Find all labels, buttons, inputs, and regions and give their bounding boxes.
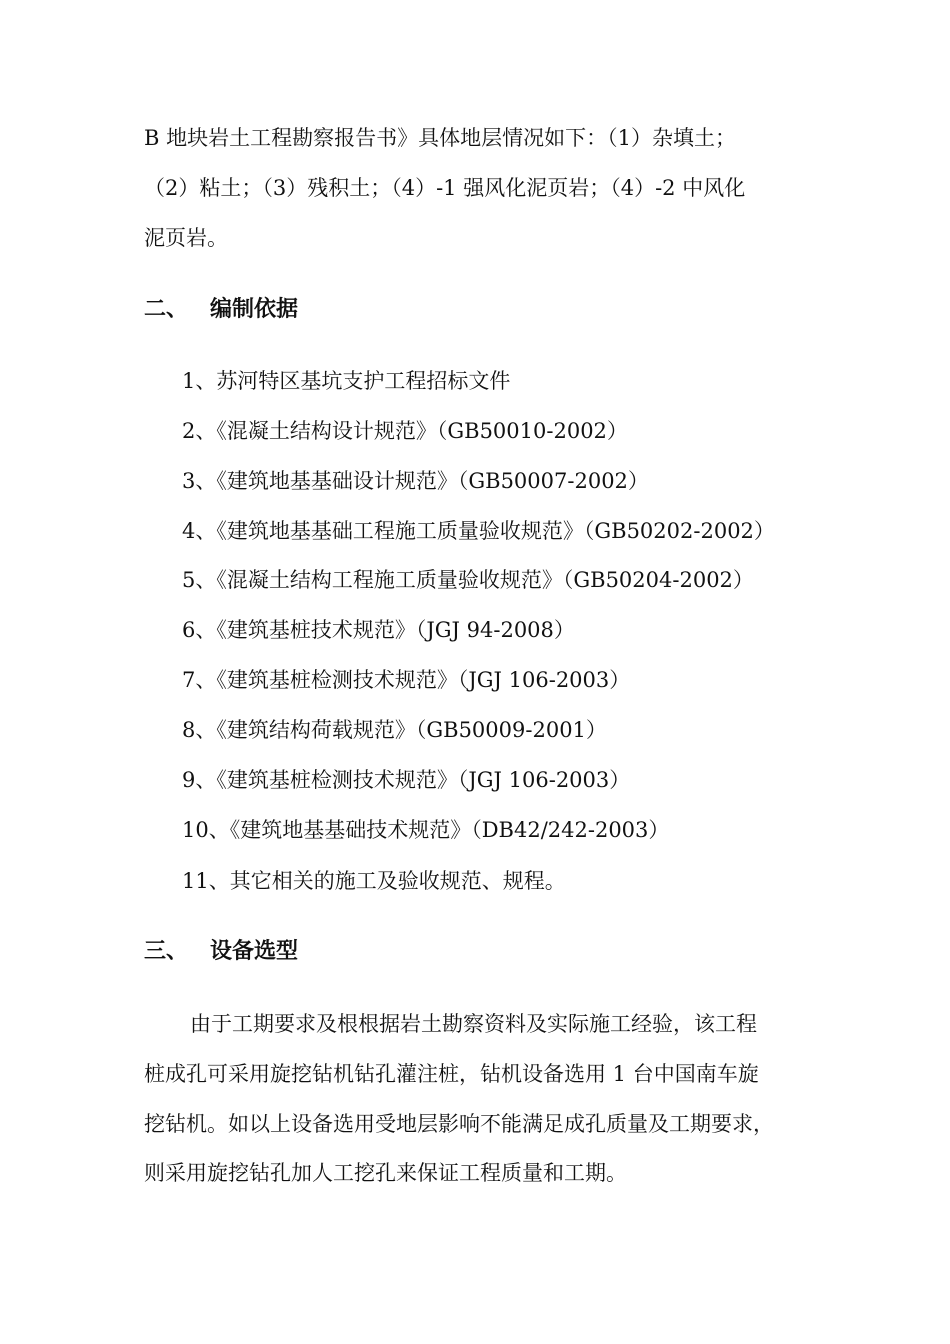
list-item: 5、《混凝土结构工程施工质量验收规范》（GB50204-2002）	[182, 568, 754, 592]
section-2-title: 编制依据	[210, 297, 299, 322]
section-3-line-1: 由于工期要求及根根据岩土勘察资料及实际施工经验，该工程	[190, 1012, 757, 1036]
section-3-line-4: 则采用旋挖钻孔加人工挖孔来保证工程质量和工期。	[144, 1161, 627, 1185]
section-3-line-3: 挖钻机。如以上设备选用受地层影响不能满足成孔质量及工期要求，	[144, 1112, 774, 1136]
list-item: 9、《建筑基桩检测技术规范》（JGJ 106-2003）	[182, 768, 631, 792]
section-3-title: 设备选型	[210, 939, 299, 964]
list-item: 6、《建筑基桩技术规范》（JGJ 94-2008）	[182, 618, 575, 642]
section-3-number: 三、	[144, 939, 189, 964]
section-2-number: 二、	[144, 297, 189, 322]
list-item: 10、《建筑地基基础技术规范》（DB42/242-2003）	[182, 818, 670, 842]
intro-line-3: 泥页岩。	[144, 226, 228, 250]
list-item: 11、其它相关的施工及验收规范、规程。	[182, 869, 566, 893]
list-item: 2、《混凝土结构设计规范》（GB50010-2002）	[182, 419, 628, 443]
list-item: 8、《建筑结构荷载规范》（GB50009-2001）	[182, 718, 607, 742]
section-2-heading	[144, 299, 298, 321]
section-3-heading	[144, 941, 298, 963]
intro-line-1: B 地块岩土工程勘察报告书》具体地层情况如下：（1）杂填土；	[144, 126, 736, 150]
list-item: 4、《建筑地基基础工程施工质量验收规范》（GB50202-2002）	[182, 519, 775, 543]
list-item: 1、苏河特区基坑支护工程招标文件	[182, 369, 511, 393]
intro-line-2: （2）粘土；（3）残积土；（4）-1 强风化泥页岩；（4）-2 中风化	[144, 176, 746, 200]
list-item: 3、《建筑地基基础设计规范》（GB50007-2002）	[182, 469, 649, 493]
section-3-line-2: 桩成孔可采用旋挖钻机钻孔灌注桩，钻机设备选用 1 台中国南车旋	[144, 1062, 759, 1086]
list-item: 7、《建筑基桩检测技术规范》（JGJ 106-2003）	[182, 668, 631, 692]
